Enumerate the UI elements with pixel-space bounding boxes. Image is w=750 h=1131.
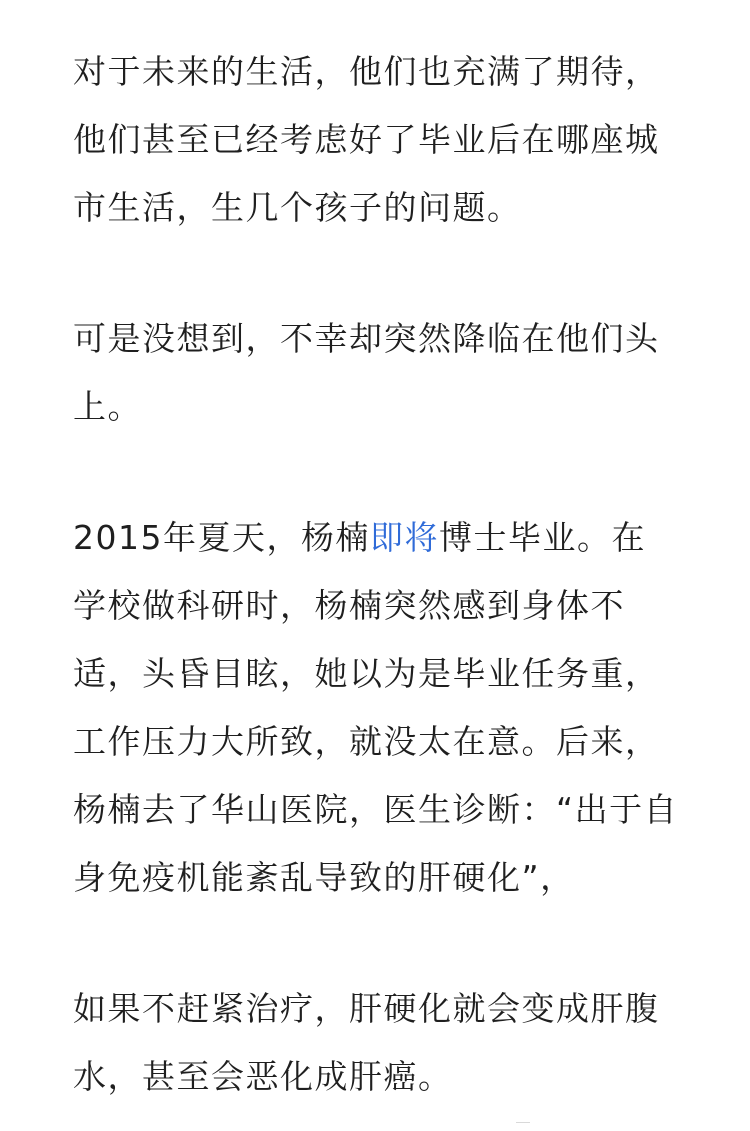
paragraph-diagnosis-intro: 2015年夏天，杨楠 — [73, 518, 370, 557]
paragraph-future-plans: 对于未来的生活，他们也充满了期待，他们甚至已经考虑好了毕业后在哪座城市生活，生几个孩子的问题。 — [73, 52, 660, 227]
paragraph-diagnosis-rest: 博士毕业。在学校做科研时，杨楠突然感到身体不适，头昏目眩，她以为是毕业任务重，工作压力大所致，就没太在意。后来，杨楠去了华山医院，医生诊断：“出于自身免疫机能紊乱导致的肝硬化”， — [73, 518, 679, 897]
paragraph-warning: 如果不赶紧治疗，肝硬化就会变成肝腹水，甚至会恶化成肝癌。 — [73, 989, 660, 1096]
paragraph-diagnosis — [73, 504, 679, 912]
keyword-link[interactable]: 即将 — [369, 518, 439, 557]
article-body — [73, 38, 679, 1111]
paragraph-misfortune: 可是没想到，不幸却突然降临在他们头上。 — [73, 319, 660, 426]
